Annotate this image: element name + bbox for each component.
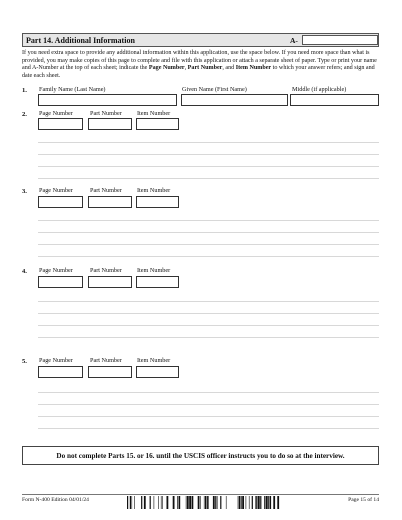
a-number-field[interactable] [302,35,378,45]
answer-line[interactable] [38,166,379,167]
item-number-label: Item Number [137,110,171,117]
item-number-field[interactable] [136,366,179,378]
part-title: Part 14. Additional Information [26,36,135,45]
answer-line[interactable] [38,313,379,314]
part-number-field[interactable] [88,366,132,378]
page-number-label: Page Number [39,357,73,364]
page-number-field[interactable] [38,196,83,208]
part-number-field[interactable] [88,276,132,288]
item-5-number: 5. [22,358,27,365]
answer-line[interactable] [38,178,379,179]
middle-name-label: Middle (if applicable) [292,86,347,93]
page-number-field[interactable] [38,366,83,378]
answer-line[interactable] [38,301,379,302]
answer-line[interactable] [38,428,379,429]
answer-line[interactable] [38,244,379,245]
family-name-label: Family Name (Last Name) [39,86,106,93]
part-header [22,33,379,47]
answer-line[interactable] [38,232,379,233]
item-number-label: Item Number [137,267,171,274]
page-number-label: Page Number [39,110,73,117]
answer-line[interactable] [38,416,379,417]
part-number-label: Part Number [90,267,122,274]
page-number-field[interactable] [38,118,83,130]
answer-line[interactable] [38,256,379,257]
part-number-label: Part Number [90,357,122,364]
part-number-label: Part Number [90,110,122,117]
page-number-label: Page Number [39,267,73,274]
answer-line[interactable] [38,325,379,326]
family-name-field[interactable] [38,94,177,106]
answer-line[interactable] [38,337,379,338]
item-3-number: 3. [22,188,27,195]
item-2-number: 2. [22,111,27,118]
item-4-number: 4. [22,268,27,275]
answer-line[interactable] [38,404,379,405]
item-number-label: Item Number [137,187,171,194]
page-number-label: Page Number [39,187,73,194]
item-1-number: 1. [22,87,27,94]
part-number-field[interactable] [88,118,132,130]
given-name-label: Given Name (First Name) [182,86,247,93]
answer-line[interactable] [38,154,379,155]
part-number-field[interactable] [88,196,132,208]
barcode-icon [127,496,280,509]
interview-notice-text: Do not complete Parts 15. or 16. until the USCIS officer instructs you to do so at the interview. [56,451,345,460]
answer-line[interactable] [38,142,379,143]
footer-rule [22,494,379,495]
item-number-field[interactable] [136,276,179,288]
interview-notice [22,446,379,465]
form-edition: Form N-400 Edition 04/01/24 [22,497,89,503]
answer-line[interactable] [38,392,379,393]
part-number-label: Part Number [90,187,122,194]
given-name-field[interactable] [181,94,288,106]
answer-line[interactable] [38,220,379,221]
page-number-field[interactable] [38,276,83,288]
middle-name-field[interactable] [290,94,379,106]
instructions-text: If you need extra space to provide any additional information within this application, use the space below. If you need more space than what is provided, you may make copies of this page to complete and file with this application or attach a separate sheet of paper. Type or print your name and A-Number at the top of each sheet; indicate the Page Number, Part Number, and Item Number to which your answer refers; and sign and date each sheet. [22,50,377,79]
item-number-field[interactable] [136,118,179,130]
item-number-label: Item Number [137,357,171,364]
a-number-label: A- [290,36,298,45]
item-number-field[interactable] [136,196,179,208]
page-number-footer: Page 15 of 14 [348,497,379,503]
